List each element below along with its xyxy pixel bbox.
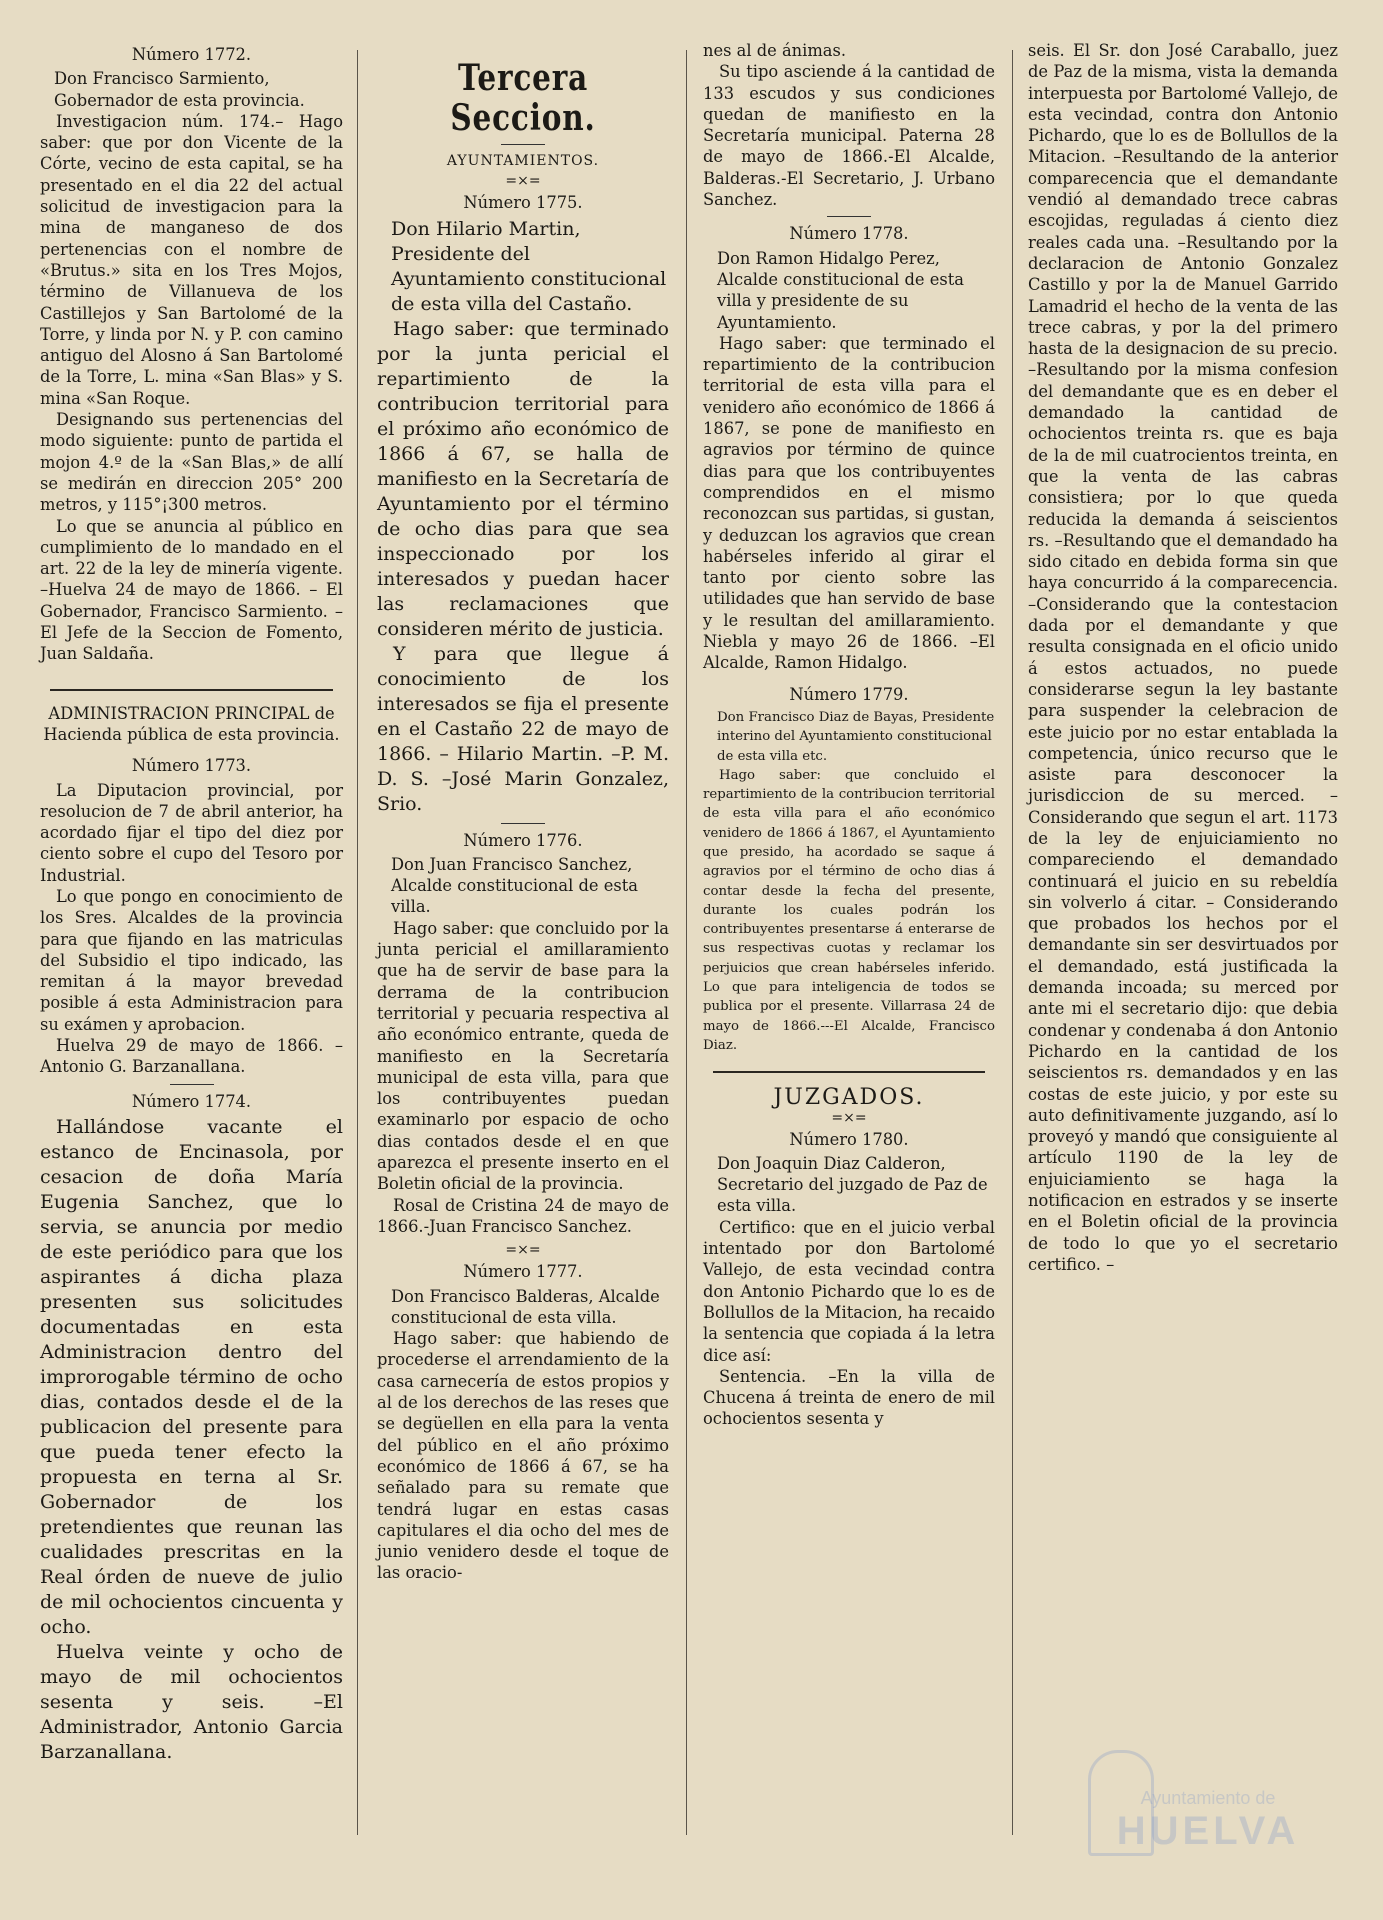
notice-number: Número 1776. [463, 830, 583, 850]
section-rule [713, 1071, 985, 1073]
column-3 [703, 40, 995, 1430]
column-rule [357, 50, 358, 1835]
column-4 [1028, 40, 1338, 1275]
notice-continuation: nes al de ánimas. [703, 41, 847, 60]
separator-dash [827, 216, 871, 217]
notice-heading: Don Joaquin Diaz Calderon, Secretario del juzgado de Paz de esta villa. [717, 1153, 988, 1216]
notice-paragraph: Hago saber: que concluido el repartimiento de la contribucion territorial de esta villa para el año económico venidero de 1866 á 1867, el Ayuntamiento que presido, ha acordado se saque á agravios por el término de ocho dias á contar desde la fecha del presente, durante los cuales podrán los contribuyentes presentarse á enterarse de sus respectivas cuotas y reclamar los perjuicios que crean habérseles inferido. Lo que para inteligencia de todos se publica por el presente. Villarrasa 24 de mayo de 1866.---El Alcalde, Francisco Diaz. [703, 767, 995, 1053]
notice-number: Número 1775. [463, 193, 583, 213]
watermark [1068, 1750, 1348, 1900]
notice-paragraph: Hago saber: que terminado por la junta pericial el repartimiento de la contribucion territorial para el próximo año económico de 1866 á 67, se halla de manifiesto en la Secretaría de Ayuntamiento por el término de ocho dias para que sea inspeccionado por los interesados y puedan hacer las reclamaciones que consideren mérito de justicia. [377, 317, 669, 640]
separator-dash [501, 823, 545, 824]
watermark-line1: Ayuntamiento de [1140, 1788, 1276, 1808]
column-rule [686, 50, 687, 1835]
notice-number: Número 1773. [131, 756, 252, 776]
notice-continuation: seis. El Sr. don José Caraballo, juez de Paz de la misma, vista la demanda interpuesta por Bartolomé Vallejo, de esta vecindad, contra don Antonio Pichardo, que lo es de Bollullos de la Mitacion. –Resultando de la anterior comparecencia que el demandante vendió al demandado trece cabras escojidas, reguladas á ciento diez reales cada una. –Resultando por la declaracion de Antonio Gonzalez Castillo y por la de Manuel Garrido Lamadrid el hecho de la venta de las trece cabras, y por la del primero hasta de la designacion de su precio. –Resultando por la misma confesion del demandante que es en deber el demandado la cantidad de ochocientos treinta rs. que es baja de la de mil cuatrocientos treinta, en que la venta de las cabras consistiera; por lo que queda reducida la demanda á seiscientos rs. –Resultando que el demandado ha sido citado en debida forma sin que haya concurrido á la comparecencia. –Considerando que la contestacion dada por el demandante y que resulta consignada en el oficio unido á estos actuados, no puede considerarse segun la ley bastante para suspender la celebracion de este juicio por no estar entablada la competencia, único recurso que le asiste para desconocer la jurisdiccion de su merced. –Considerando que segun el art. 1173 de la ley de enjuiciamiento no compareciendo el demandado continuará el juicio en su rebeldía sin volverlo á citar. – Considerando que probados los hechos por el demandante sin ser desvirtuados por el demandado, está justificada la demanda incoada; su merced por ante mi el secretario dijo: que debia condenar y condenaba á don Antonio Pichardo en la cantidad de los seiscientos rs. demandados y en las costas de este juicio, y por este su auto definitivamente juzgando, así lo proveyó y mandó que consiguiente al artículo 1190 de la ley de enjuiciamiento se haga la notificacion en estrados y se inserte en el Boletin oficial de la provincia de todo lo que yo el secretario certifico. – [1028, 41, 1338, 1274]
notice-paragraph: Sentencia. –En la villa de Chucena á treinta de enero de mil ochocientos sesenta y [703, 1366, 995, 1429]
juzgados-heading: JUZGADOS. [773, 1085, 925, 1111]
notice-paragraph: Designando sus pertenencias del modo siguiente: punto de partida el mojon 4.º de la «San Blas,» de allí se medirán en direccion 205° 200 metros, y 115°¡300 metros. [40, 410, 343, 515]
notice-paragraph: Hallándose vacante el estanco de Encinasola, por cesacion de doña María Eugenia Sanchez, que lo servia, se anuncia por medio de este periódico para que los aspirantes á dicha plaza presenten sus solicitudes documentadas en esta Administracion dentro del improrogable término de ocho dias, contados desde el de la publicacion del presente para que pueda tener efecto la propuesta en terna al Sr. Gobernador de los pretendientes que reunan las cualidades prescritas en la Real órden de nueve de julio de mil ochocientos cincuenta y ocho. [40, 1115, 343, 1638]
notice-paragraph: Hago saber: que concluido por la junta pericial el amillaramiento que ha de servir de base para la derrama de la contribucion territorial y pecuaria respectiva al año económico entrante, queda de manifiesto en la Secretaría municipal de esta villa, para que los contribuyentes puedan examinarlo por espacio de ocho dias contados desde el en que aparezca el presente inserto en el Boletin oficial de la provincia. [377, 918, 669, 1194]
separator-ornament: =×= [831, 1109, 867, 1126]
separator-ornament: =×= [505, 1242, 541, 1259]
notice-number: Número 1772. [131, 45, 252, 64]
section-name: AYUNTAMIENTOS. [446, 153, 600, 169]
notice-paragraph: Hago saber: que habiendo de procederse el arrendamiento de la casa carnecería de estos propios y al de los derechos de las reses que se degüellen en ella para la venta del público en el año próximo económico de 1866 á 67, se ha señalado para su remate que tendrá lugar en estas casas capitulares el dia ocho del mes de junio venidero desde el toque de las oracio- [377, 1329, 669, 1583]
seal-icon [1088, 1750, 1154, 1856]
column-2 [377, 40, 669, 1584]
section-title: Tercera Seccion. [450, 57, 596, 139]
notice-paragraph: Hago saber: que terminado el repartimiento de la contribucion territorial de esta villa para el venidero año económico de 1866 á 1867, se pone de manifiesto en agravios por término de quince dias para que los contribuyentes comprendidos en el mismo reconozcan sus partidas, si gustan, y deduzcan los agravios que crean habérseles inferido al girar el tanto por ciento sobre las utilidades que han servido de base y le resultan del amillaramiento. Niebla y mayo 26 de 1866. –El Alcalde, Ramon Hidalgo. [703, 333, 995, 673]
column-1 [40, 40, 343, 1765]
notice-number: Número 1778. [789, 224, 909, 244]
notice-paragraph: Certifico: que en el juicio verbal intentado por don Bartolomé Vallejo, de esta vecindad contra don Antonio Pichardo que lo es de Bollullos de la Mitacion, ha recaido la sentencia que copiada á la letra dice así: [703, 1217, 995, 1365]
notice-paragraph: Huelva 29 de mayo de 1866. – Antonio G. Barzanallana. [40, 1036, 343, 1077]
separator-dash [170, 1084, 214, 1085]
notice-paragraph: Lo que pongo en conocimiento de los Sres. Alcaldes de la provincia para que fijando en las matriculas del Subsidio el tipo indicado, las remitan á la mayor brevedad posible á esta Administracion para su exámen y aprobacion. [40, 886, 343, 1034]
notice-paragraph: Huelva veinte y ocho de mayo de mil ochocientos sesenta y seis. –El Administrador, Antonio Garcia Barzanallana. [40, 1640, 343, 1763]
separator-ornament: =×= [505, 173, 541, 190]
notice-heading: Don Francisco Sarmiento, Gobernador de esta provincia. [54, 69, 305, 110]
notice-number: Número 1774. [131, 1091, 252, 1111]
notice-heading: Don Hilario Martin, Presidente del Ayuntamiento constitucional de esta villa del Castaño. [391, 217, 667, 315]
notice-paragraph: Rosal de Cristina 24 de mayo de 1866.-Juan Francisco Sanchez. [377, 1195, 669, 1236]
notice-paragraph: La Diputacion provincial, por resolucion de 7 de abril anterior, ha acordado fijar el tipo del diez por ciento sobre el cupo del Tesoro por Industrial. [40, 780, 343, 885]
notice-heading: Don Ramon Hidalgo Perez, Alcalde constitucional de esta villa y presidente de su Ayuntamiento. [717, 248, 964, 332]
notice-paragraph: Y para que llegue á conocimiento de los interesados se fija el presente en el Castaño 22 de mayo de 1866. – Hilario Martin. –P. M. D. S. –José Marin Gonzalez, Srio. [377, 642, 669, 815]
separator-dash [501, 144, 545, 145]
admin-title: ADMINISTRACION PRINCIPAL de Hacienda pública de esta provincia. [43, 703, 340, 744]
notice-heading: Don Francisco Balderas, Alcalde constitucional de esta villa. [391, 1286, 660, 1327]
notice-number: Número 1777. [463, 1262, 583, 1282]
notice-number: Número 1779. [789, 684, 909, 704]
notice-heading: Don Francisco Diaz de Bayas, Presidente interino del Ayuntamiento constitucional de esta villa etc. [717, 709, 995, 764]
notice-number: Número 1780. [789, 1129, 909, 1149]
watermark-line2: HUELVA [1116, 1809, 1300, 1853]
notice-heading: Don Juan Francisco Sanchez, Alcalde constitucional de esta villa. [391, 854, 638, 917]
notice-paragraph: Investigacion núm. 174.– Hago saber: que por don Vicente de la Córte, vecino de esta capital, se ha presentado en el dia 22 del actual solicitud de investigacion para la mina de manganeso de dos pertenencias con el nombre de «Brutus.» sita en los Tres Mojos, término de Villanueva de los Castillejos y San Bartolomé de la Torre, y linda por N. y P. con camino antiguo del Alosno á San Bartolomé de la Torre, L. mina «San Blas» y S. mina «San Roque. [40, 111, 343, 408]
notice-paragraph: Su tipo asciende á la cantidad de 133 escudos y sus condiciones quedan de manifiesto en la Secretaría municipal. Paterna 28 de mayo de 1866.-El Alcalde, Balderas.-El Secretario, J. Urbano Sanchez. [703, 62, 995, 210]
column-rule [1012, 50, 1013, 1835]
section-rule [50, 689, 333, 691]
notice-paragraph: Lo que se anuncia al público en cumplimiento de lo mandado en el art. 22 de la ley de minería vigente. –Huelva 24 de mayo de 1866. – El Gobernador, Francisco Sarmiento. –El Jefe de la Seccion de Fomento, Juan Saldaña. [40, 516, 343, 664]
